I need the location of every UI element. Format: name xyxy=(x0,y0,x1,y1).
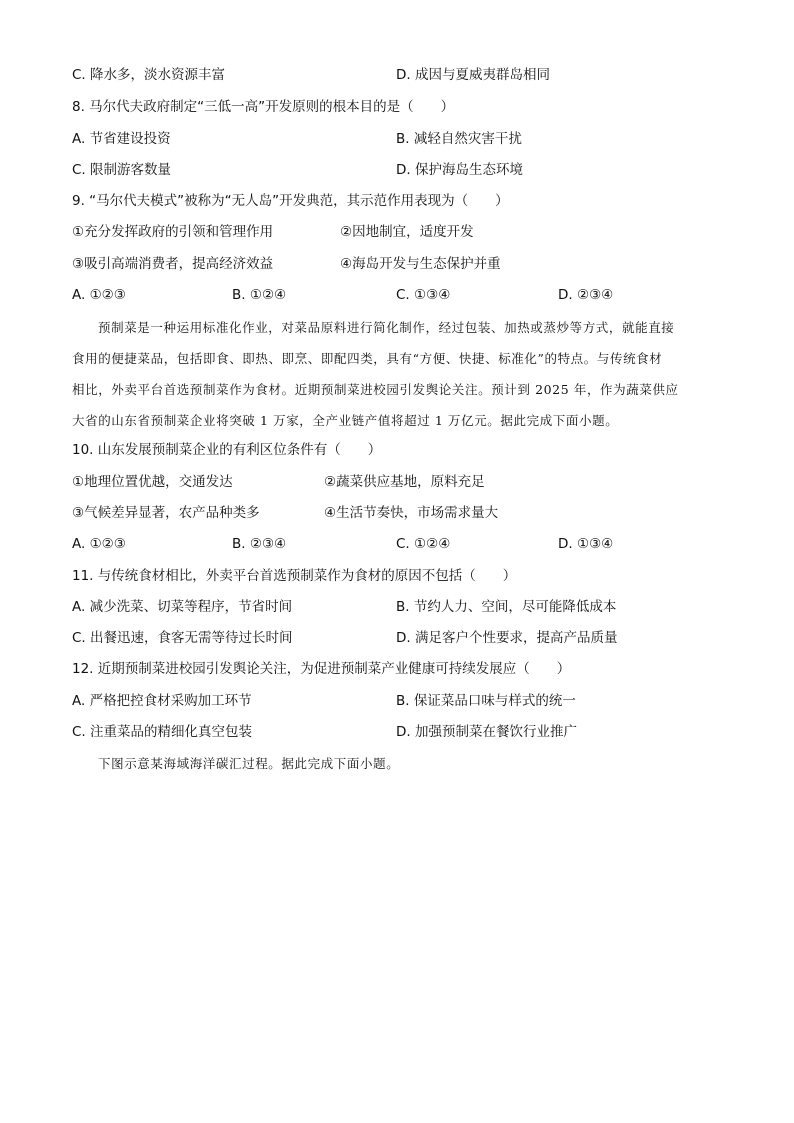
q8-option-b[interactable]: B. 减轻自然灾害干扰 xyxy=(396,131,522,147)
q9-stem: 9. “马尔代夫模式”被称为“无人岛”开发典范，其示范作用表现为（ ） xyxy=(72,193,509,209)
passage-line-2: 食用的便捷菜品，包括即食、即热、即烹、即配四类，具有“方便、快捷、标准化”的特点。与传统食材 xyxy=(72,351,663,366)
q11-option-d[interactable]: D. 满足客户个性要求，提高产品质量 xyxy=(396,630,618,646)
next-section-intro: 下图示意某海域海洋碳汇过程。据此完成下面小题。 xyxy=(98,756,400,771)
q9-options xyxy=(72,283,732,307)
q12-option-d[interactable]: D. 加强预制菜在餐饮行业推广 xyxy=(396,724,577,740)
passage-line-1: 预制菜是一种运用标准化作业，对菜品原料进行简化制作，经过包装、加热或蒸炒等方式，就能直接 xyxy=(98,320,675,335)
q12-stem: 12. 近期预制菜进校园引发舆论关注，为促进预制菜产业健康可持续发展应（ ） xyxy=(72,661,571,677)
q11-option-a[interactable]: A. 减少洗菜、切菜等程序，节省时间 xyxy=(72,599,293,615)
q8-options-ab xyxy=(72,127,732,151)
q10-option-b[interactable]: B. ②③④ xyxy=(232,536,287,552)
q7-options-cd xyxy=(72,63,732,87)
q7-option-c[interactable]: C. 降水多，淡水资源丰富 xyxy=(72,67,226,83)
q11-stem: 11. 与传统食材相比，外卖平台首选预制菜作为食材的原因不包括（ ） xyxy=(72,568,517,584)
q8-options-cd xyxy=(72,158,732,182)
q9-item-1: ①充分发挥政府的引领和管理作用 xyxy=(72,224,274,240)
q10-items-34 xyxy=(72,501,732,525)
q10-option-a[interactable]: A. ①②③ xyxy=(72,536,126,552)
q12-option-b[interactable]: B. 保证菜品口味与样式的统一 xyxy=(396,693,576,709)
q10-option-d[interactable]: D. ①③④ xyxy=(558,536,614,552)
q10-items-12 xyxy=(72,470,732,494)
q12-options-ab xyxy=(72,689,732,713)
q11-option-b[interactable]: B. 节约人力、空间，尽可能降低成本 xyxy=(396,599,617,615)
q9-item-3: ③吸引高端消费者，提高经济效益 xyxy=(72,256,274,272)
q7-option-d[interactable]: D. 成因与夏威夷群岛相同 xyxy=(396,67,550,83)
passage-line-3: 相比，外卖平台首选预制菜作为食材。近期预制菜进校园引发舆论关注。预计到 2025 年，作为蔬菜供应 xyxy=(72,382,679,397)
q8-option-d[interactable]: D. 保护海岛生态环境 xyxy=(396,162,523,178)
q9-item-2: ②因地制宜，适度开发 xyxy=(340,224,474,240)
q9-option-b[interactable]: B. ①②④ xyxy=(232,287,287,303)
passage-line-4: 大省的山东省预制菜企业将突破 1 万家，全产业链产值将超过 1 万亿元。据此完成下面小题。 xyxy=(72,413,619,428)
q10-option-c[interactable]: C. ①②④ xyxy=(396,536,451,552)
q10-stem: 10. 山东发展预制菜企业的有利区位条件有（ ） xyxy=(72,442,382,458)
q10-item-1: ①地理位置优越，交通发达 xyxy=(72,474,233,490)
q9-items-12 xyxy=(72,220,732,244)
q11-options-ab xyxy=(72,595,732,619)
q10-item-3: ③气候差异显著，农产品种类多 xyxy=(72,505,260,521)
q9-item-4: ④海岛开发与生态保护并重 xyxy=(340,256,501,272)
q10-item-2: ②蔬菜供应基地，原料充足 xyxy=(324,474,485,490)
q8-stem: 8. 马尔代夫政府制定“三低一高”开发原则的根本目的是（ ） xyxy=(72,99,455,115)
q8-option-a[interactable]: A. 节省建设投资 xyxy=(72,131,171,147)
q8-option-c[interactable]: C. 限制游客数量 xyxy=(72,162,172,178)
q9-option-d[interactable]: D. ②③④ xyxy=(558,287,614,303)
q12-option-c[interactable]: C. 注重菜品的精细化真空包装 xyxy=(72,724,253,740)
q10-item-4: ④生活节奏快，市场需求量大 xyxy=(324,505,499,521)
q9-option-c[interactable]: C. ①③④ xyxy=(396,287,451,303)
q12-option-a[interactable]: A. 严格把控食材采购加工环节 xyxy=(72,693,252,709)
q9-items-34 xyxy=(72,252,732,276)
q11-options-cd xyxy=(72,626,732,650)
q10-options xyxy=(72,532,732,556)
reading-passage xyxy=(72,312,732,436)
q12-options-cd xyxy=(72,720,732,744)
q9-option-a[interactable]: A. ①②③ xyxy=(72,287,126,303)
q11-option-c[interactable]: C. 出餐迅速，食客无需等待过长时间 xyxy=(72,630,293,646)
